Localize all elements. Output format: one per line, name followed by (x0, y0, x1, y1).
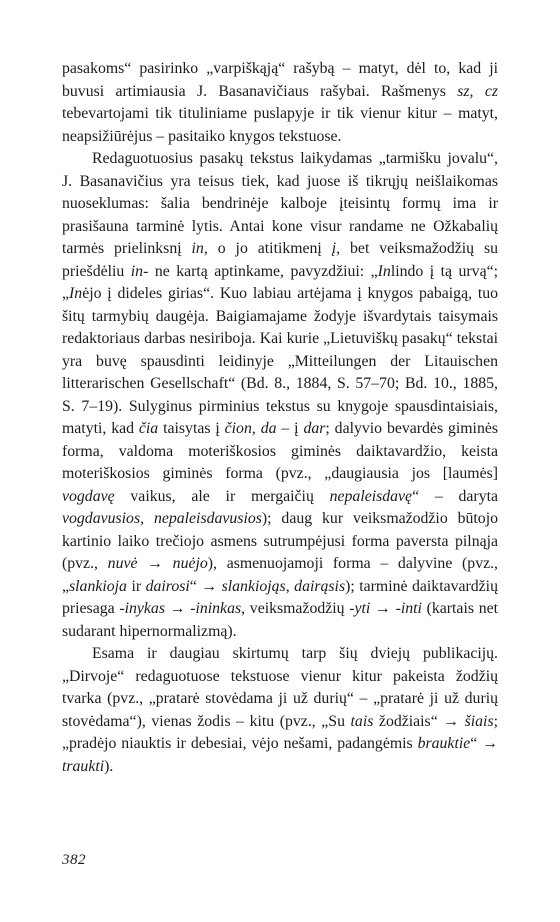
text-run: ėjo į dideles girias“. Kuo labiau artėjama į knygos pabaigą, tuo šitų tarmybių daugėja. Baigiamajame žodyje išvardytais taisymais redaktoriaus darbas nesiriboja. Kai kurie „Lietuviškų pasakų“ tekstai yra buvę spausdinti leidinyje „Mitteilungen der Litauischen litterarischen Gesellschaft“ (Bd. 8., 1884, S. 57–70; Bd. 10., 1885, S. 7–19). Sulyginus pirminius tekstus su knygoje spausdintaisiais, matyti, kad (62, 285, 498, 437)
italic-text: į (331, 240, 337, 257)
text-run: , (285, 577, 295, 595)
text-run: “ → (470, 735, 498, 752)
paragraph (62, 643, 498, 778)
text-run: , bet veiksmažodžių su priešdėliu (62, 240, 498, 280)
text-run: Redaguotuosius pasakų tekstus laikydamas „tarmišku jovalu“, J. Basanavičius yra teisus tiek, kad juose iš tikrųjų neišlaikomas nuoseklumas: šalia bendrinėje kalboje įteisintų formų ima ir prasišauna tarminė lytis. Antai kone visur randame ne Ožkabalių tarmės prielinksnį (62, 150, 498, 257)
text-run: ; dalyvio bevardės giminės forma, valdoma moteriškosios giminės daiktavardžio, keista moteriškosios giminės forma (pvz., „daugiausia jos [laumės] (62, 420, 498, 482)
italic-text: tais (350, 712, 374, 730)
italic-text: -yti (349, 600, 371, 617)
text-run: → (164, 600, 191, 617)
italic-text: traukti (62, 757, 105, 775)
italic-text: čia (138, 420, 159, 437)
italic-text: čion (224, 420, 252, 437)
italic-text: dar (303, 420, 326, 437)
italic-text: sz, cz (457, 82, 498, 100)
italic-text: slankiojąs (221, 577, 286, 595)
text-run: vaikus, ale ir mergaičių (114, 487, 330, 505)
italic-text: -inykas (119, 600, 165, 617)
text-run: “ → (189, 577, 222, 595)
italic-text: -ininkas (190, 600, 242, 617)
page-number: 382 (62, 852, 86, 868)
paragraph (62, 148, 498, 643)
italic-text: in (191, 240, 204, 257)
text-run: ). (104, 757, 114, 775)
italic-text: dairąsis (294, 577, 346, 595)
text-run: “ – daryta (412, 487, 498, 505)
text-run: ), asmenuojamoji forma – dalyvine (pvz., „ (62, 555, 498, 595)
italic-text: in- (130, 262, 149, 280)
text-run: ir (126, 577, 146, 595)
italic-text: In (377, 262, 391, 280)
text-run: , (140, 510, 154, 527)
text-run: pasakoms“ pasirinko „varpiškąją“ rašybą – matyt, dėl to, kad ji buvusi artimiausia J. Basanavičiaus rašybai. Rašmenys (62, 60, 498, 100)
italic-text: da (260, 420, 277, 437)
italic-text: šiais (464, 712, 494, 730)
text-block (62, 58, 498, 778)
italic-text: vogdavę (62, 487, 115, 505)
page-body (62, 58, 498, 778)
italic-text: nuvė → nuėjo (107, 555, 208, 572)
text-run: žodžiais“ → (373, 712, 465, 730)
italic-text: dairosi (145, 577, 190, 595)
italic-text: nepaleisdavusios (153, 510, 262, 527)
text-run: taisytas į (158, 420, 225, 437)
text-run: ); daug kur veiksmažodžio būtojo kartinio laiko trečiojo asmens sutrumpėjusi forma paversta pilnąja (pvz., (62, 510, 498, 572)
text-run: lindo į tą urvą“; „ (62, 262, 498, 302)
text-run: – į (276, 420, 304, 437)
italic-text: In (69, 285, 83, 302)
italic-text: slankioja (69, 577, 127, 595)
text-run: , veiksmažodžių (241, 600, 350, 617)
text-run: tebevartojami tik tituliniame puslapyje ir tik vienur kitur – matyt, neapsižiūrėjus – pasitaiko knygos tekstuose. (62, 105, 498, 145)
text-run: , o jo atitikmenį (203, 240, 332, 257)
text-run: ); tarminė daiktavardžių priesaga (62, 577, 498, 617)
text-run: ; „pradėjo niauktis ir debesiai, vėjo nešami, padangėmis (62, 712, 498, 752)
italic-text: vogdavusios (62, 510, 141, 527)
text-run: → (370, 600, 396, 617)
text-run: , (251, 420, 261, 437)
italic-text: brauktie (417, 735, 471, 752)
text-run: ne kartą aptinkame, pavyzdžiui: „ (148, 262, 378, 280)
text-run: Esama ir daugiau skirtumų tarp šių dviejų publikacijų. „Dirvoje“ redaguotuose tekstuose vienur kitur pakeista žodžių tvarka (pvz., „pratarė stovėdama ji už durių“ – „pratarė ji už durių stovėdama“), vienas žodis – kitu (pvz., „Su (62, 645, 498, 730)
paragraph (62, 58, 498, 148)
italic-text: nepaleisdavę (329, 487, 413, 505)
text-run: (kartais net sudarant hipernormalizmą). (62, 600, 498, 640)
italic-text: -inti (395, 600, 422, 617)
